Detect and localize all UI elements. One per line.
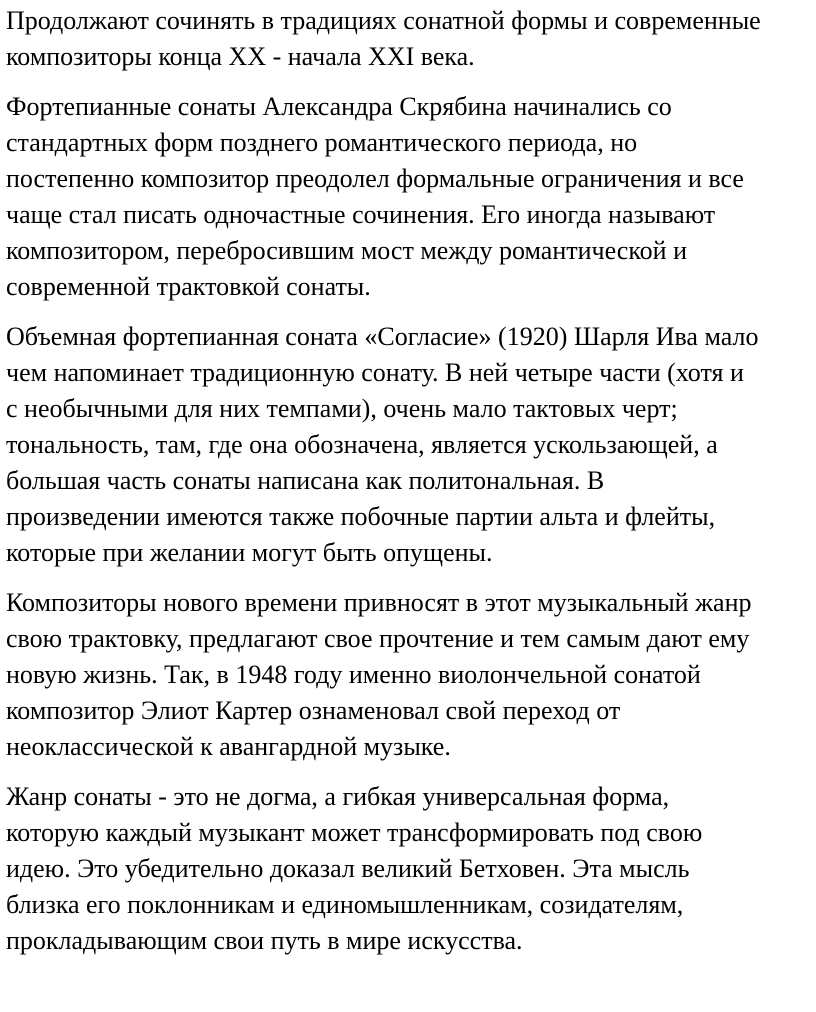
- paragraph-contemporary-composers: [6, 3, 812, 75]
- paragraph-sonata-genre: [6, 779, 812, 959]
- text-line: Композиторы нового времени привносят в этот музыкальный жанр: [6, 588, 752, 617]
- text-line: близка его поклонникам и единомышленникам, созидателям,: [6, 890, 684, 919]
- text-line: свою трактовку, предлагают свое прочтение и тем самым дают ему: [6, 624, 750, 653]
- text-line: композитором, перебросившим мост между романтической и: [6, 236, 687, 265]
- text-line: неоклассической к авангардной музыке.: [6, 732, 451, 761]
- text-line: Объемная фортепианная соната «Согласие» (1920) Шарля Ива мало: [6, 322, 759, 351]
- paragraph-scriabin: [6, 89, 812, 305]
- text-line: Фортепианные сонаты Александра Скрябина начинались со: [6, 92, 672, 121]
- text-line: новую жизнь. Так, в 1948 году именно виолончельной сонатой: [6, 660, 701, 689]
- text-line: постепенно композитор преодолел формальные ограничения и все: [6, 164, 744, 193]
- text-line: чаще стал писать одночастные сочинения. Его иногда называют: [6, 200, 716, 229]
- text-line: которые при желании могут быть опущены.: [6, 538, 493, 567]
- text-line: идею. Это убедительно доказал великий Бетховен. Эта мысль: [6, 854, 690, 883]
- text-line: Жанр сонаты - это не догма, а гибкая универсальная форма,: [6, 782, 670, 811]
- text-line: композитор Элиот Картер ознаменовал свой переход от: [6, 696, 621, 725]
- text-line: большая часть сонаты написана как политональная. В: [6, 466, 605, 495]
- text-line: тональность, там, где она обозначена, является ускользающей, а: [6, 430, 718, 459]
- text-line: композиторы конца XX - начала XXI века.: [6, 42, 475, 71]
- document-page: [6, 0, 812, 959]
- text-line: чем напоминает традиционную сонату. В ней четыре части (хотя и: [6, 358, 744, 387]
- text-line: прокладывающим свои путь в мире искусства.: [6, 926, 523, 955]
- paragraph-ives: [6, 319, 812, 571]
- text-line: современной трактовкой сонаты.: [6, 272, 371, 301]
- text-line: Продолжают сочинять в традициях сонатной формы и современные: [6, 6, 761, 35]
- text-line: с необычными для них темпами), очень мало тактовых черт;: [6, 394, 678, 423]
- text-line: которую каждый музыкант может трансформировать под свою: [6, 818, 703, 847]
- text-line: произведении имеются также побочные партии альта и флейты,: [6, 502, 716, 531]
- paragraph-carter: [6, 585, 812, 765]
- text-line: стандартных форм позднего романтического периода, но: [6, 128, 638, 157]
